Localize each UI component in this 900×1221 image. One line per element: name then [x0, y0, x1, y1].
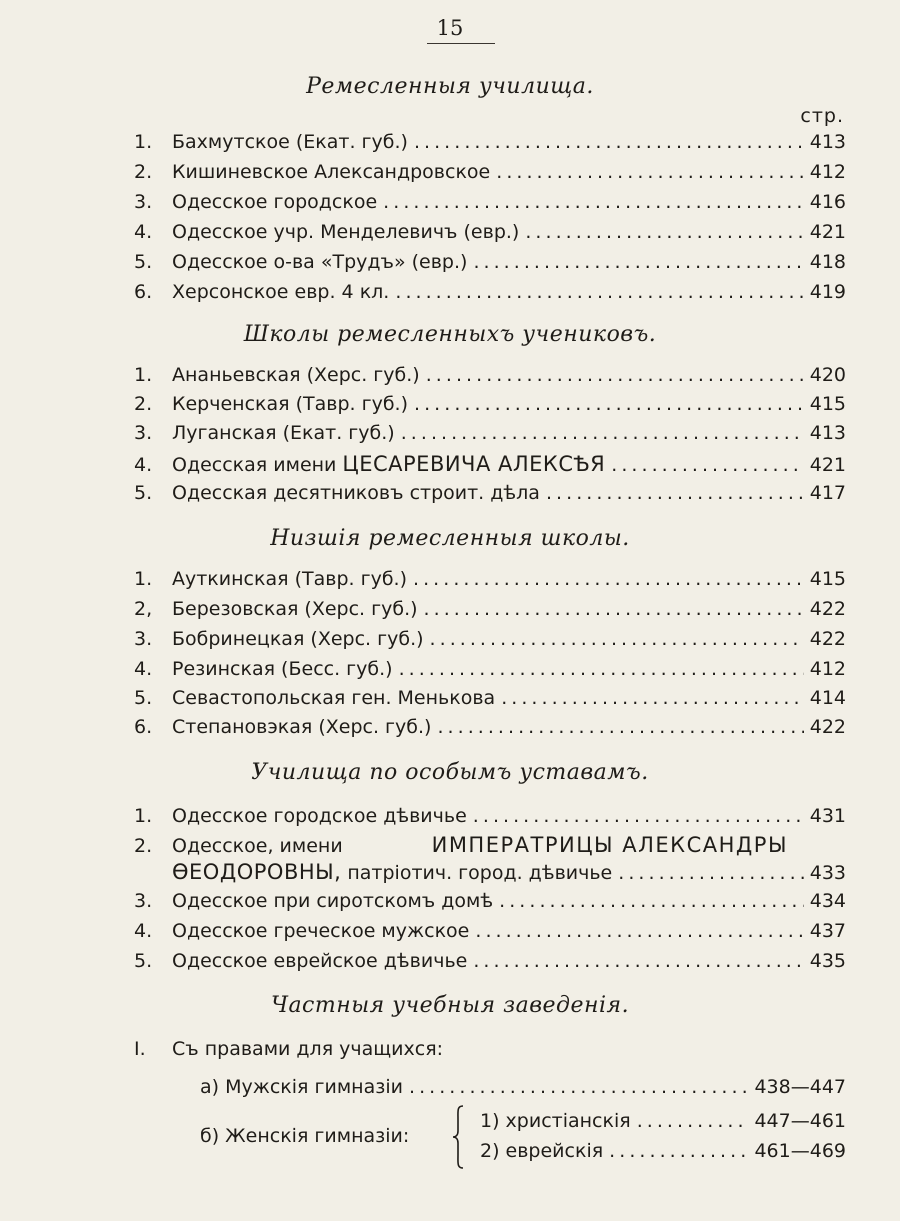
list-item — [134, 221, 846, 251]
section-heading: Ремесленныя училища. — [306, 74, 594, 99]
item-page: 419 — [809, 281, 846, 303]
leader-dots — [401, 422, 804, 444]
list-item — [134, 393, 846, 423]
list-item — [134, 482, 846, 512]
item-number: 5. — [134, 482, 153, 504]
item-page: 431 — [809, 805, 846, 827]
item-title: Степановэкая (Херс. губ.) — [172, 716, 432, 738]
list-item — [134, 422, 846, 452]
item-title: патріотич. город. дѣвичье — [347, 862, 613, 884]
item-page-range: 447—461 — [754, 1110, 846, 1132]
item-title-caps: ЦЕСАРЕВИЧА АЛЕКСѢЯ — [342, 452, 606, 476]
list-item-continuation — [172, 860, 846, 890]
item-page-range: 438—447 — [754, 1076, 846, 1098]
list-item — [134, 452, 846, 482]
item-page: 434 — [809, 890, 846, 912]
section-heading: Училища по особымъ уставамъ. — [251, 760, 649, 785]
item-page: 412 — [809, 658, 846, 680]
item-title: Бахмутское (Екат. губ.) — [172, 131, 408, 153]
item-title: Одесское городское дѣвичье — [172, 805, 467, 827]
item-title: Одесское городское — [172, 191, 378, 213]
item-title: Бобринецкая (Херс. губ.) — [172, 628, 424, 650]
leader-dots — [414, 131, 804, 153]
private-subhead — [134, 1038, 443, 1060]
leader-dots — [395, 281, 803, 303]
item-number: 6. — [134, 716, 153, 738]
item-page-range: 461—469 — [754, 1140, 846, 1162]
item-title: Одесское при сиротскомъ домѣ — [172, 890, 494, 912]
list-item — [134, 890, 846, 920]
item-title: а) Мужскія гимназіи — [200, 1076, 403, 1098]
item-number: 3. — [134, 628, 153, 650]
leader-dots — [413, 568, 804, 590]
item-page: 413 — [809, 422, 846, 444]
section-heading: Частныя учебныя заведенія. — [270, 993, 630, 1018]
list-item — [134, 920, 846, 950]
leader-dots — [618, 862, 803, 884]
list-item — [134, 281, 846, 311]
leader-dots — [546, 482, 804, 504]
list-item — [134, 805, 846, 835]
item-number: 2, — [134, 598, 153, 620]
page-number: 15 — [436, 16, 464, 40]
item-title: Одесское греческое мужское — [172, 920, 470, 942]
item-page: 435 — [809, 950, 846, 972]
list-item — [134, 364, 846, 394]
item-page: 414 — [809, 687, 846, 709]
item-title: Одесская имени — [172, 454, 337, 476]
item-title: Одесское, имени — [172, 835, 343, 857]
item-number: 3. — [134, 422, 153, 444]
item-number: 3. — [134, 191, 153, 213]
item-title: б) Женскія гимназіи: — [200, 1125, 410, 1147]
list-item — [134, 628, 846, 658]
item-page: 421 — [809, 221, 846, 243]
leader-dots — [525, 221, 803, 243]
item-title: Одесское о-ва «Трудъ» (евр.) — [172, 251, 468, 273]
leader-dots — [473, 805, 804, 827]
item-number: 4. — [134, 221, 153, 243]
list-item — [134, 251, 846, 281]
item-page: 415 — [809, 568, 846, 590]
leader-dots — [409, 1076, 748, 1098]
item-number: 1. — [134, 805, 153, 827]
leader-dots — [383, 191, 804, 213]
leader-dots — [499, 890, 804, 912]
section-heading: Низшія ремесленныя школы. — [270, 526, 630, 551]
item-title: Резинская (Бесс. губ.) — [172, 658, 393, 680]
leader-dots — [424, 598, 804, 620]
item-title: Керченская (Тавр. губ.) — [172, 393, 409, 415]
leader-dots — [611, 454, 803, 476]
list-item — [134, 658, 846, 688]
item-title: Севастопольская ген. Менькова — [172, 687, 496, 709]
list-item — [134, 568, 846, 598]
list-item — [134, 950, 846, 980]
item-number: 4. — [134, 920, 153, 942]
list-item — [480, 1140, 846, 1162]
item-number: 5. — [134, 251, 153, 273]
leader-dots — [430, 628, 804, 650]
item-number: 1. — [134, 364, 153, 386]
list-item — [200, 1076, 846, 1098]
item-number: 2. — [134, 393, 153, 415]
item-title: Одесская десятниковъ строит. дѣла — [172, 482, 540, 504]
item-number: 1. — [134, 131, 153, 153]
leader-dots — [637, 1110, 749, 1132]
leader-dots — [437, 716, 803, 738]
item-title: Одесское учр. Менделевичъ (евр.) — [172, 221, 520, 243]
item-page: 437 — [809, 920, 846, 942]
item-title: Луганская (Екат. губ.) — [172, 422, 395, 444]
list-item — [134, 833, 846, 863]
leader-dots — [399, 658, 804, 680]
item-page: 420 — [809, 364, 846, 386]
item-title: Одесское еврейское дѣвичье — [172, 950, 468, 972]
leader-dots — [496, 161, 804, 183]
item-title: Ананьевская (Херс. губ.) — [172, 364, 420, 386]
item-title: Кишиневское Александровское — [172, 161, 491, 183]
item-page: 421 — [809, 454, 846, 476]
item-page: 433 — [809, 862, 846, 884]
item-page: 417 — [809, 482, 846, 504]
list-item — [134, 131, 846, 161]
item-number: 2. — [134, 835, 153, 857]
leader-dots — [426, 364, 804, 386]
item-title: Березовская (Херс. губ.) — [172, 598, 418, 620]
roman-numeral: I. — [134, 1038, 146, 1060]
item-page: 422 — [809, 598, 846, 620]
item-page: 416 — [809, 191, 846, 213]
leader-dots — [473, 950, 803, 972]
item-number: 5. — [134, 950, 153, 972]
item-title: 2) еврейскія — [480, 1140, 604, 1162]
item-number: 4. — [134, 658, 153, 680]
item-title: Ауткинская (Тавр. губ.) — [172, 568, 407, 590]
item-title-caps: ѲЕОДОРОВНЫ, — [172, 860, 342, 884]
list-item — [480, 1110, 846, 1132]
list-item — [134, 716, 846, 746]
item-number: 3. — [134, 890, 153, 912]
item-page: 415 — [809, 393, 846, 415]
leader-dots — [501, 687, 804, 709]
leader-dots — [475, 920, 803, 942]
section-heading: Школы ремесленныхъ учениковъ. — [243, 322, 657, 347]
page-column-label: стр. — [800, 105, 844, 127]
leader-dots — [473, 251, 803, 273]
item-title: 1) христіанскія — [480, 1110, 631, 1132]
list-item — [134, 687, 846, 717]
item-number: 2. — [134, 161, 153, 183]
page-number-rule — [427, 43, 495, 44]
list-item — [134, 191, 846, 221]
item-title: Херсонское евр. 4 кл. — [172, 281, 390, 303]
item-number: 5. — [134, 687, 153, 709]
list-item — [134, 598, 846, 628]
leader-dots — [414, 393, 804, 415]
item-page: 413 — [809, 131, 846, 153]
item-page: 422 — [809, 628, 846, 650]
item-title-caps: ИМПЕРАТРИЦЫ АЛЕКСАНДРЫ — [431, 833, 788, 857]
subhead-text: Съ правами для учащихся: — [172, 1038, 444, 1060]
item-page: 412 — [809, 161, 846, 183]
list-item — [134, 161, 846, 191]
item-number: 6. — [134, 281, 153, 303]
item-number: 1. — [134, 568, 153, 590]
item-page: 422 — [809, 716, 846, 738]
item-number: 4. — [134, 454, 153, 476]
item-page: 418 — [809, 251, 846, 273]
curly-brace-icon — [452, 1105, 464, 1169]
leader-dots — [609, 1140, 748, 1162]
